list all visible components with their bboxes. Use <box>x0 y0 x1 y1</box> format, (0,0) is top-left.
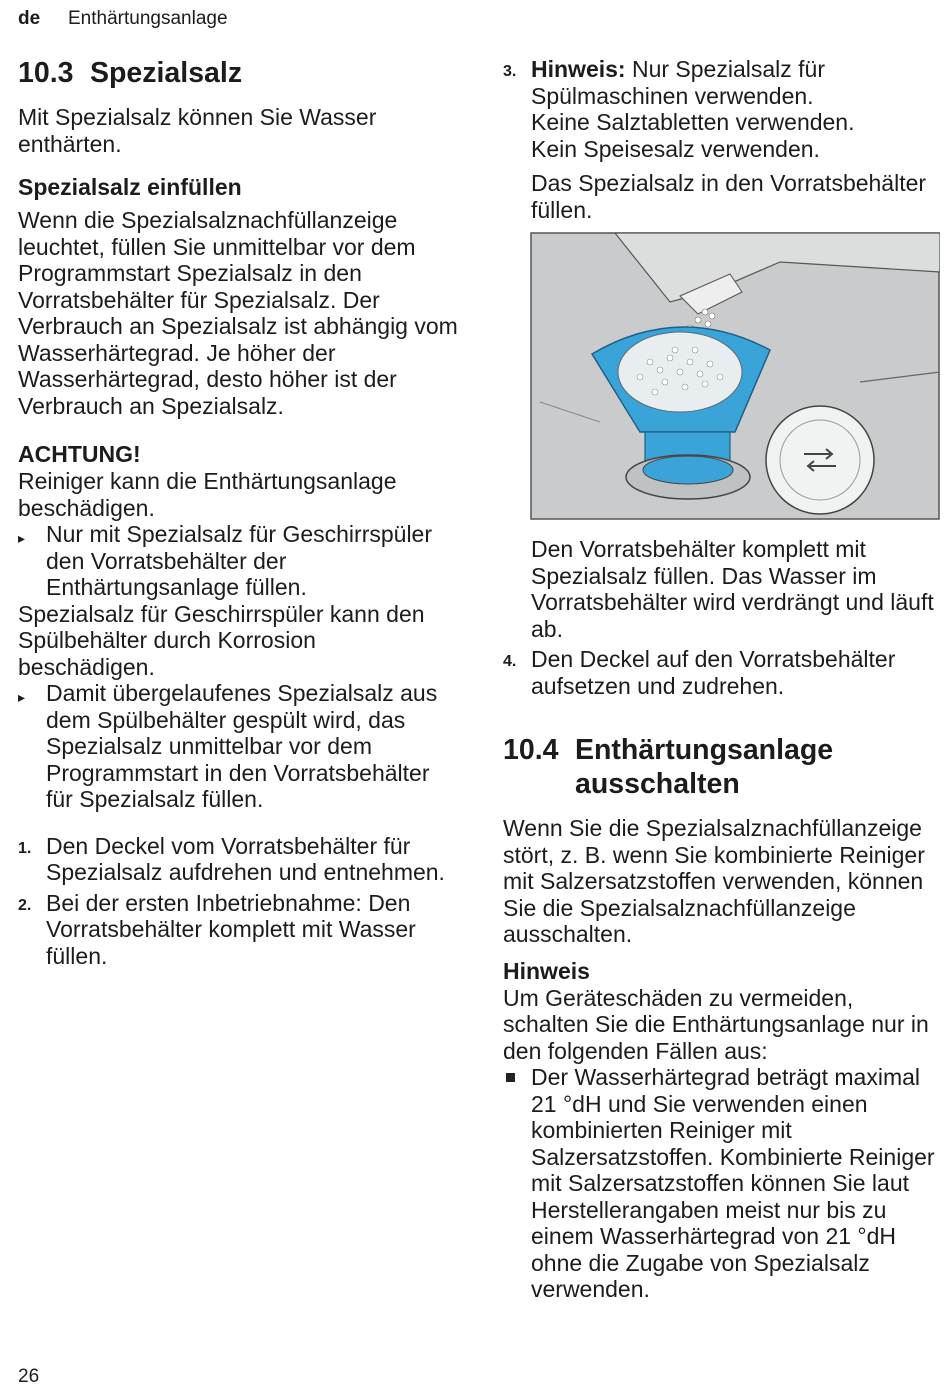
container-cap-icon <box>766 406 874 514</box>
header-language: de <box>18 8 41 29</box>
step-number: 2. <box>18 896 32 914</box>
section-heading-10-3 <box>18 56 458 90</box>
section-title: Spezialsalz <box>90 57 243 89</box>
square-bullet-icon <box>503 1064 531 1303</box>
warning-text-1: Reiniger kann die Enthärtungsanlage beschädigen. <box>18 468 397 521</box>
warning-heading: ACHTUNG! <box>18 441 141 467</box>
left-column <box>18 56 458 969</box>
triangle-bullet-icon: ▸ <box>18 689 26 705</box>
after-figure-text: Den Vorratsbehälter komplett mit Spezialsalz füllen. Das Wasser im Vorratsbehälter wird verdrängt und läuft ab. <box>531 536 934 642</box>
note-label: Hinweis: <box>531 56 626 82</box>
section-title: Enthärtungsanlage ausschalten <box>575 734 834 800</box>
section-number: 10.4 <box>503 734 559 766</box>
triangle-bullet-icon: ▸ <box>18 530 26 546</box>
note-paragraph: Um Geräteschäden zu vermeiden, schalten Sie die Enthärtungsanlage nur in den folgenden Fällen aus: <box>503 984 929 1064</box>
right-column-bottom <box>503 536 938 1303</box>
right-column-top <box>503 56 938 223</box>
step-3-body <box>531 56 938 162</box>
step-number: 1. <box>18 839 32 857</box>
note-bullet <box>503 1064 938 1303</box>
subheading-fill-salt: Spezialsalz einfüllen <box>18 174 242 200</box>
note-heading: Hinweis <box>503 957 590 984</box>
salt-funnel-illustration <box>530 232 940 520</box>
step-text: Den Deckel vom Vorratsbehälter für Spezialsalz aufdrehen und entnehmen. <box>46 832 445 885</box>
bullet-text: Nur mit Spezialsalz für Geschirrspüler den Vorratsbehälter der Enthärtungsanlage füllen. <box>46 521 433 600</box>
fill-paragraph: Wenn die Spezialsalznachfüllanzeige leuchtet, füllen Sie unmittelbar vor dem Programmstart Spezialsalz in den Vorratsbehälter für Spezialsalz. Der Verbrauch an Spezialsalz ist abhängig vom Wasserhärtegrad. Je höher der Wasserhärtegrad, desto höher ist der Verbrauch an Spezialsalz. <box>18 207 458 419</box>
intro-paragraph: Mit Spezialsalz können Sie Wasser enthärten. <box>18 104 377 157</box>
step-text: Bei der ersten Inbetriebnahme: Den Vorratsbehälter komplett mit Wasser füllen. <box>46 889 416 969</box>
step-text: Den Deckel auf den Vorratsbehälter aufsetzen und zudrehen. <box>531 646 896 699</box>
step-4 <box>503 646 938 699</box>
container-opening <box>643 456 733 484</box>
step-3-fill-text: Das Spezialsalz in den Vorratsbehälter füllen. <box>531 170 927 223</box>
warning-bullet-2 <box>18 680 458 813</box>
page-number: 26 <box>18 1366 40 1387</box>
step-text-line-3: Kein Speisesalz verwenden. <box>531 135 820 162</box>
illustration-svg <box>530 232 940 520</box>
section-number: 10.3 <box>18 57 74 89</box>
warning-text-2: Spezialsalz für Geschirrspüler kann den Spülbehälter durch Korrosion beschädigen. <box>18 600 425 680</box>
step-number: 3. <box>503 63 517 80</box>
bullet-text: Damit übergelaufenes Spezialsalz aus dem Spülbehälter gespült wird, das Spezialsalz unmittelbar vor dem Programmstart in den Vorratsbehälter für Spezialsalz füllen. <box>46 680 438 812</box>
bullet-text: Der Wasserhärtegrad beträgt maximal 21 °dH und Sie verwenden einen kombinierten Reiniger mit Salzersatzstoffen. Kombinierte Reiniger mit Salzersatzstoffen können Sie laut Herstellerangaben meist nur bis zu einem Wasserhärtegrad von 21 °dH ohne die Zugabe von Spezialsalz verwenden. <box>531 1064 935 1302</box>
step-text: Nur Spezialsalz für Spülmaschinen verwenden. <box>531 56 825 109</box>
step-number: 4. <box>503 653 517 670</box>
step-1 <box>18 833 458 886</box>
header-title: Enthärtungsanlage <box>68 8 228 29</box>
step-2 <box>18 890 458 970</box>
step-3 <box>503 56 938 162</box>
section-paragraph: Wenn Sie die Spezialsalznachfüllanzeige stört, z. B. wenn Sie kombinierte Reiniger mit Salzersatzstoffen verwenden, können Sie die Spezialsalznachfüllanzeige ausschalten. <box>503 815 925 947</box>
section-heading-10-4 <box>503 733 938 801</box>
step-text-line-2: Keine Salztabletten verwenden. <box>531 109 855 135</box>
warning-bullet-1 <box>18 521 458 601</box>
